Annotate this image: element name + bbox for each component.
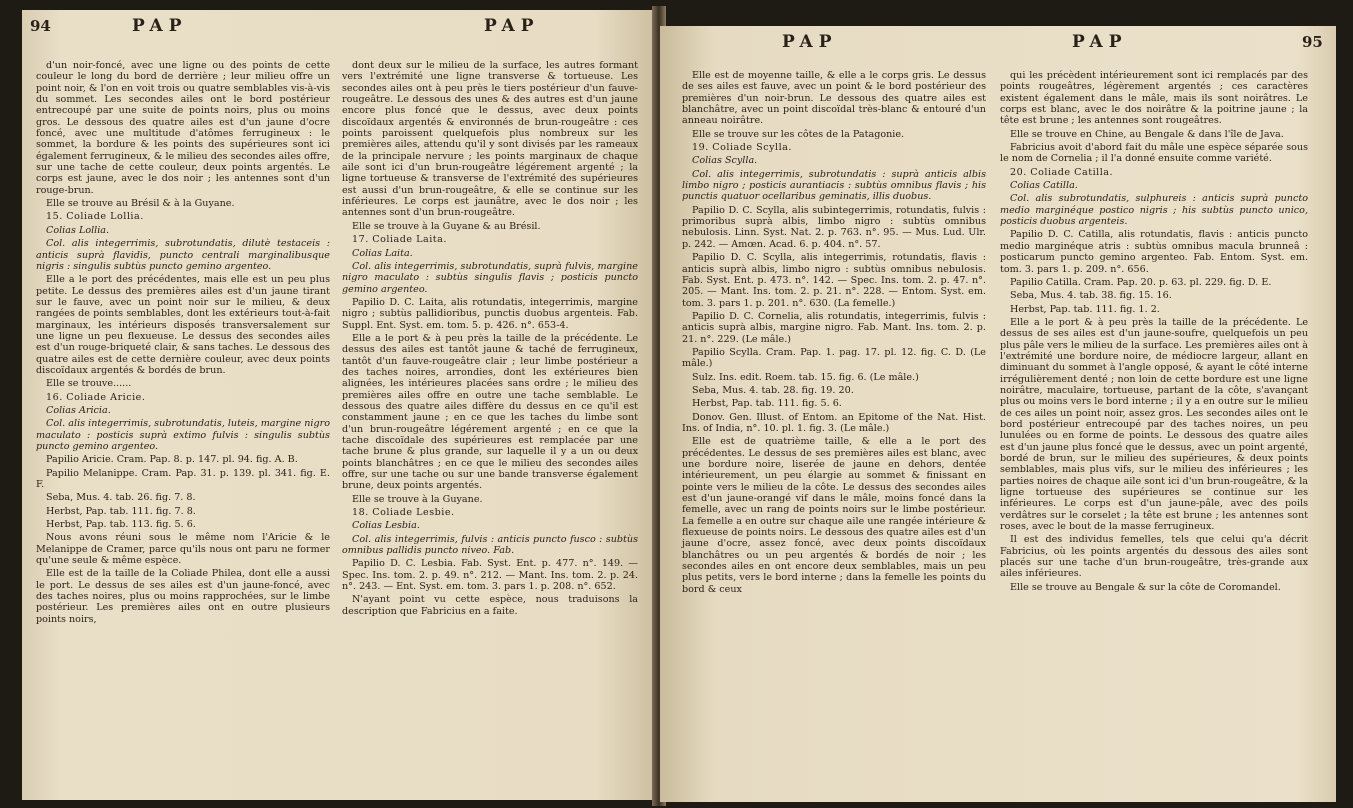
paragraph: Papilio D. C. Scylla, alis subintegerrimis, rotundatis, fulvis : primoribus suprà albis, limbo nigro : subtùs omnibus nebulosis. Linn. Syst. Nat. 2. p. 763. n°. 95. — Mus. Lud. Ulr. p. 242. — Amœn. Acad. 6. p. 404. n°. 57.	[682, 204, 986, 250]
paragraph: Elle se trouve à la Guyane & au Brésil.	[352, 220, 541, 232]
paragraph: Elle a le port & à peu près la taille de la précédente. Le dessus des ailes est tantôt jaune & taché de ferrugineux, tantôt d'un fauve-rougeâtre clair ; leur limbe postérieur a des taches noires, arrondies, dont les extérieures bien alignées, les intérieures placées sans ordre ; le milieu des premières ailes offre en outre une tache semblable. Le dessous des quatre ailes diffère du dessus en ce qu'il est constamment jaune ; en ce que les taches du limbe sont d'un brun-rougeâtre légérement argenté ; en ce que la tache discoïdale des supérieures est remplacée par une tache brune & plus grande, sur laquelle il y a un ou deux points blanchâtres ; en ce que le milieu des secondes ailes offre, sur une tache ou sur une bande transverse également brune, deux points argentés.	[342, 332, 638, 492]
left-page	[22, 10, 658, 800]
paragraph: d'un noir-foncé, avec une ligne ou des points de cette couleur le long du bord de derrière ; leur milieu offre un point noir, & l'on en voit trois ou quatre semblables vis-à-vis du sommet. Les secondes ailes ont le bord postérieur entrecoupé par une suite de points noirs, plus ou moins gros. Le dessous des quatre ailes est d'un jaune d'ocre foncé, avec une multitude d'atômes ferrugineux : le sommet, la bordure & les points des supérieures sont ici également ferrugineux, & le milieu des secondes ailes offre, sur une tache de cette couleur, deux points argentés. Le corps est jaune, avec le dos noir ; les antennes sont d'un rouge-brun.	[36, 60, 330, 196]
paragraph: Col. alis integerrimis, fulvis : anticis puncto fusco : subtùs omnibus pallidis puncto niveo. Fab.	[342, 533, 638, 557]
paragraph: Col. alis integerrimis, subrotundatis, suprà fulvis, margine nigro maculato : subtùs singulis flavis ; posticis puncto gemino argenteo.	[342, 260, 638, 295]
paragraph: Elle se trouve au Brésil & à la Guyane.	[46, 198, 235, 210]
paragraph: Elle a le port des précédentes, mais elle est un peu plus petite. Le dessus des premières ailes est d'un jaune tirant sur le fauve, avec un point noir sur le milieu, & deux rangées de points semblables, dont les extérieurs tout-à-fait marginaux, les intérieurs disposés transversalement sur une ligne un peu flexueuse. Le dessus des secondes ailes est d'un rouge-briqueté clair, & sans taches. Le dessous des quatre ailes est de cette dernière couleur, avec deux points discoïdaux argentés & bordés de brun.	[36, 274, 330, 376]
paragraph: Seba, Mus. 4. tab. 26. fig. 7. 8.	[46, 492, 196, 504]
paragraph: Fabricius avoit d'abord fait du mâle une espèce séparée sous le nom de Cornelia ; il l'a donné ensuite comme variété.	[1000, 142, 1308, 165]
page-number-right: 95	[1302, 33, 1323, 51]
paragraph: Elle a le port & à peu près la taille de la précédente. Le dessus de ses ailes est d'un jaune-soufre, quelquefois un peu plus pâle vers le milieu de la surface. Les premières ailes ont à l'extrémité une bordure noire, de médiocre largeur, allant en diminuant du sommet à l'angle opposé, & ayant le côté interne irrégulièrement denté ; non loin de cette bordure est une ligne noirâtre, maculaire, tortueuse, partant de la côte, s'avançant plus ou moins vers le bord interne ; il y a en outre sur le milieu de ces ailes un point noir, assez gros. Les secondes ailes ont le bord postérieur entrecoupé par des taches noires, un peu lunulées ou en forme de points. Le dessous des quatre ailes est d'un jaune plus foncé que le dessus, avec un point argenté, bordé de brun, sur le milieu des supérieures, & deux points semblables, mais plus vifs, sur le milieu des inférieures ; les parties noires de chaque aile sont ici d'un brun-rougeâtre, & la ligne tortueuse des supérieures se continue sur les inférieures. Le corps est d'un jaune-pâle, avec des poils verdâtres sur le corselet ; la tête est brune ; les antennes sont roses, avec le bout de la masse ferrugineux.	[1000, 316, 1308, 533]
paragraph: Sulz. Ins. edit. Roem. tab. 15. fig. 6. (Le mâle.)	[692, 371, 919, 383]
text-column-2	[342, 60, 638, 619]
paragraph: Papilio Catilla. Cram. Pap. 20. p. 63. pl. 229. fig. D. E.	[1010, 276, 1272, 288]
paragraph: Herbst, Pap. tab. 113. fig. 5. 6.	[46, 519, 196, 531]
paragraph: Papilio D. C. Lesbia. Fab. Syst. Ent. p. 477. n°. 149. — Spec. Ins. tom. 2. p. 49. n°. 212. — Mant. Ins. tom. 2. p. 24. n°. 243. — Ent. Syst. em. tom. 3. pars 1. p. 208. n°. 652.	[342, 558, 638, 593]
paragraph: Col. alis subrotundatis, sulphureis : anticis suprà puncto medio marginéque postico nigris ; his subtùs puncto unico, posticis duobus argenteis.	[1000, 193, 1308, 228]
paragraph: Colias Lollia.	[46, 224, 110, 236]
paragraph: 15. Coliade Lollia.	[46, 211, 144, 223]
paragraph: Papilio D. C. Catilla, alis rotundatis, flavis : anticis puncto medio marginéque atris : subtùs omnibus macula brunneâ : posticarum puncto gemino argenteo. Fab. Entom. Syst. em. tom. 3. pars 1. p. 209. n°. 656.	[1000, 229, 1308, 275]
paragraph: Colias Lesbia.	[352, 520, 420, 532]
paragraph: qui les précèdent intérieurement sont ici remplacés par des points rougeâtres, légèrement argentés ; ces caractères existent également dans le mâle, mais ils sont noirâtres. Le corps est blanc, avec le dos noirâtre & la poitrine jaune ; la tête est brune ; les antennes sont rougeâtres.	[1000, 70, 1308, 127]
paragraph: Elle se trouve......	[46, 378, 132, 390]
running-title: PAP	[1072, 32, 1128, 52]
paragraph: 17. Coliade Laita.	[352, 234, 447, 246]
paragraph: Elle se trouve sur les côtes de la Patagonie.	[692, 128, 905, 140]
text-column-3	[682, 70, 986, 597]
paragraph: Colias Aricia.	[46, 404, 111, 416]
text-column-1	[36, 60, 330, 627]
paragraph: Herbst, Pap. tab. 111. fig. 5. 6.	[692, 398, 842, 410]
paragraph: Col. alis integerrimis, subrotundatis : suprà anticis albis limbo nigro ; posticis aurantiacis : subtùs omnibus flavis ; his punctis quatuor ocellaribus geminatis, illis duobus.	[682, 168, 986, 203]
paragraph: 16. Coliade Aricie.	[46, 391, 146, 403]
paragraph: Colias Laita.	[352, 247, 413, 259]
paragraph: Colias Catilla.	[1010, 180, 1078, 192]
paragraph: Col. alis integerrimis, subrotundatis, dilutè testaceis : anticis suprà flavidis, puncto centrali marginalibusque nigris : singulis subtùs puncto gemino argenteo.	[36, 238, 330, 272]
paragraph: Nous avons réuni sous le même nom l'Aricie & le Melanippe de Cramer, parce qu'ils nous ont paru ne former qu'une seule & même espèce.	[36, 532, 330, 567]
running-title: PAP	[782, 32, 838, 52]
paragraph: Elle est de moyenne taille, & elle a le corps gris. Le dessus de ses ailes est fauve, avec un point & le bord postérieur des premières d'un noir-brun. Le dessous des quatre ailes est blanchâtre, avec un point discoïdal très-blanc & entouré d'un anneau noirâtre.	[682, 70, 986, 127]
paragraph: Il est des individus femelles, tels que celui qu'a décrit Fabricius, où les points argentés du dessous des ailes sont placés sur une tache d'un brun-rougeâtre, très-grande aux ailes inférieures.	[1000, 534, 1308, 580]
paragraph: N'ayant point vu cette espèce, nous traduisons la description que Fabricius en a faite.	[342, 594, 638, 617]
paragraph: Papilio Scylla. Cram. Pap. 1. pag. 17. pl. 12. fig. C. D. (Le mâle.)	[682, 346, 986, 370]
right-page	[660, 26, 1336, 802]
paragraph: Elle est de quatrième taille, & elle a le port des précédentes. Le dessus de ses premières ailes est blanc, avec une bordure noire, liserée de jaune en dehors, dentée intérieurement, un peu élargie au sommet & finissant en pointe vers le milieu de la côte. Le dessus des secondes ailes est d'un jaune-orangé vif dans le mâle, moins foncé dans la femelle, avec un rang de points noirs sur le limbe postérieur. La femelle a en outre sur chaque aile une rangée intérieure & flexueuse de points noirs. Le dessous des quatre ailes est d'un jaune d'ocre, assez foncé, avec deux points discoïdaux blanchâtres ou un peu argentés & bordés de noir ; les secondes ailes en ont encore deux semblables, mais un peu plus petits, vers le bord interne ; dans la femelle les points du bord & ceux	[682, 436, 986, 595]
paragraph: Papilio Melanippe. Cram. Pap. 31. p. 139. pl. 341. fig. E. F.	[36, 467, 330, 491]
paragraph: 19. Coliade Scylla.	[692, 142, 792, 154]
paragraph: Papilio Aricie. Cram. Pap. 8. p. 147. pl. 94. fig. A. B.	[46, 454, 298, 466]
running-title: PAP	[132, 16, 188, 36]
paragraph: Colias Scylla.	[692, 155, 758, 167]
paragraph: Elle se trouve en Chine, au Bengale & dans l'île de Java.	[1010, 128, 1284, 140]
paragraph: Elle se trouve au Bengale & sur la côte de Coromandel.	[1010, 581, 1281, 593]
text-column-4	[1000, 70, 1308, 595]
paragraph: Elle est de la taille de la Coliade Philea, dont elle a aussi le port. Le dessus de ses ailes est d'un jaune-foncé, avec des taches noires, plus ou moins rapprochées, sur le limbe postérieur. Les premières ailes ont en outre plusieurs points noirs,	[36, 568, 330, 625]
paragraph: Donov. Gen. Illust. of Entom. an Epitome of the Nat. Hist. Ins. of India, n°. 10. pl. 1. fig. 3. (Le mâle.)	[682, 411, 986, 434]
running-title: PAP	[484, 16, 540, 36]
paragraph: dont deux sur le milieu de la surface, les autres formant vers l'extrémité une ligne transverse & tortueuse. Les secondes ailes ont à peu près le tiers postérieur d'un fauve-rougeâtre. Le dessous des unes & des autres est d'un jaune encore plus foncé que le dessus, avec deux points discoïdaux argentés & environnés de brun-rougeâtre : ces points paroissent quelquefois plus nombreux sur les premières ailes, attendu qu'il y sont divisés par les rameaux de la principale nervure ; les points marginaux de chaque aile sont ici d'un brun-rougeâtre légérement argenté ; la ligne tortueuse & transverse de l'extrémité des supérieures est aussi d'un brun-rougeâtre, & elle se continue sur les inférieures. Le corps est jaunâtre, avec le dos noir ; les antennes sont d'un brun-rougeâtre.	[342, 60, 638, 219]
paragraph: Col. alis integerrimis, subrotundatis, luteis, margine nigro maculato : posticis suprà extimo fulvis : singulis subtùs puncto gemino argenteo.	[36, 418, 330, 452]
paragraph: Seba, Mus. 4. tab. 38. fig. 15. 16.	[1010, 290, 1172, 302]
paragraph: Papilio D. C. Scylla, alis integerrimis, rotundatis, flavis : anticis suprà albis, limbo nigro : subtùs omnibus nebulosis. Fab. Syst. Ent. p. 473. n°. 142. — Spec. Ins. tom. 2. p. 47. n°. 205. — Mant. Ins. tom. 2. p. 21. n°. 228. — Entom. Syst. em. tom. 3. pars 1. p. 201. n°. 630. (La femelle.)	[682, 252, 986, 309]
paragraph: 20. Coliade Catilla.	[1010, 166, 1114, 178]
paragraph: Herbst, Pap. tab. 111. fig. 7. 8.	[46, 505, 196, 517]
page-number-left: 94	[30, 17, 51, 35]
paragraph: Elle se trouve à la Guyane.	[352, 493, 483, 505]
paragraph: Papilio D. C. Laita, alis rotundatis, integerrimis, margine nigro ; subtùs pallidioribus, punctis duobus argenteis. Fab. Suppl. Ent. Syst. em. tom. 5. p. 426. n°. 653-4.	[342, 296, 638, 331]
paragraph: Herbst, Pap. tab. 111. fig. 1. 2.	[1010, 303, 1160, 315]
paragraph: Papilio D. C. Cornelia, alis rotundatis, integerrimis, fulvis : anticis suprà albis, margine nigro. Fab. Mant. Ins. tom. 2. p. 21. n°. 229. (Le mâle.)	[682, 310, 986, 345]
paragraph: 18. Coliade Lesbie.	[352, 507, 455, 519]
paragraph: Seba, Mus. 4. tab. 28. fig. 19. 20.	[692, 384, 854, 396]
